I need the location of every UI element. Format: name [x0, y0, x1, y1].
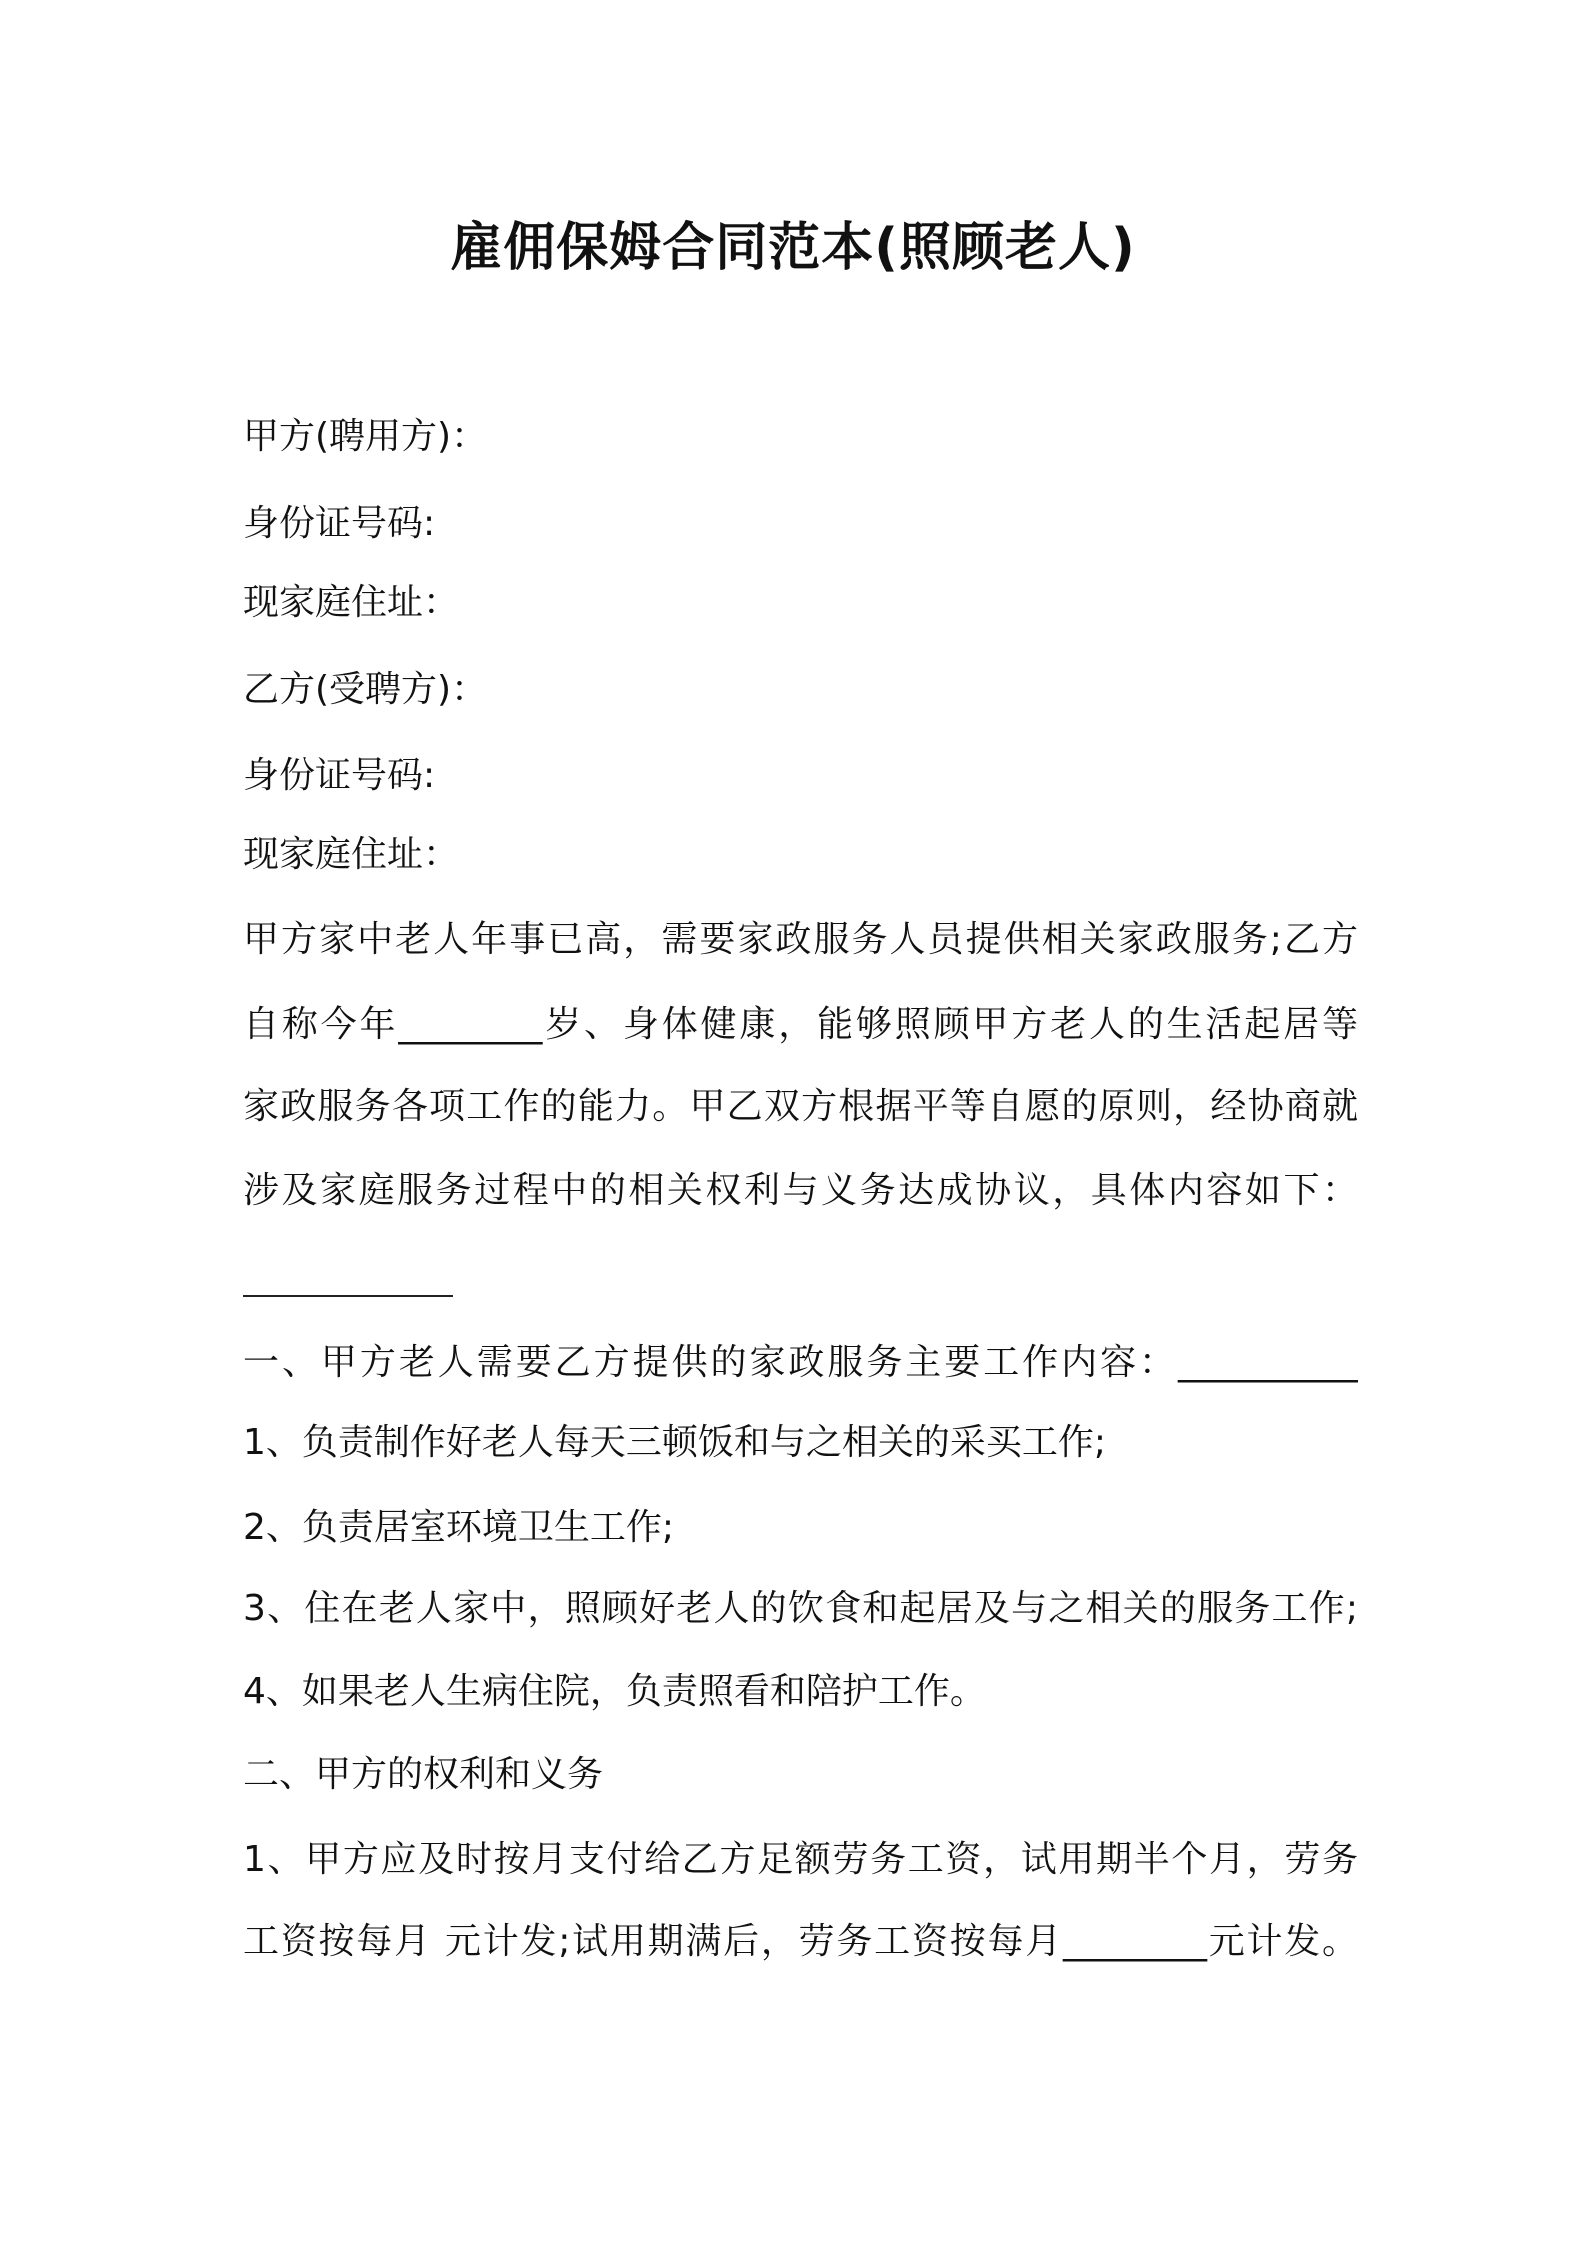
party-b-label: 乙方(受聘方)：: [243, 669, 488, 710]
section-2-line: 工资按每月 元计发;试用期满后，劳务工资按每月________元计发。: [243, 1921, 1358, 1962]
document-title: 雇佣保姆合同范本(照顾老人): [450, 218, 1136, 278]
section-1-item: 4、如果老人生病住院，负责照看和陪护工作。: [243, 1671, 986, 1712]
party-b-address-label: 现家庭住址：: [243, 834, 460, 875]
section-1-heading: 一、甲方老人需要乙方提供的家政服务主要工作内容：__________: [243, 1342, 1358, 1383]
party-a-address-label: 现家庭住址：: [243, 582, 460, 623]
party-a-label: 甲方(聘用方)：: [243, 416, 488, 457]
section-2-heading: 二、甲方的权利和义务: [243, 1754, 604, 1795]
separator-line: [243, 1295, 453, 1297]
intro-line: 甲方家中老人年事已高，需要家政服务人员提供相关家政服务;乙方: [243, 919, 1358, 960]
section-1-item: 2、负责居室环境卫生工作;: [243, 1507, 675, 1548]
party-a-id-label: 身份证号码:: [243, 503, 436, 544]
section-1-item: 3、住在老人家中，照顾好老人的饮食和起居及与之相关的服务工作;: [243, 1588, 1358, 1629]
party-b-id-label: 身份证号码:: [243, 755, 436, 796]
section-1-item: 1、负责制作好老人每天三顿饭和与之相关的采买工作;: [243, 1422, 1107, 1463]
intro-line: 涉及家庭服务过程中的相关权利与义务达成协议，具体内容如下：: [243, 1170, 1358, 1211]
section-2-line: 1、甲方应及时按月支付给乙方足额劳务工资，试用期半个月，劳务: [243, 1839, 1358, 1880]
intro-line: 家政服务各项工作的能力。甲乙双方根据平等自愿的原则，经协商就: [243, 1086, 1358, 1127]
intro-line: 自称今年________岁、身体健康，能够照顾甲方老人的生活起居等: [243, 1004, 1358, 1045]
